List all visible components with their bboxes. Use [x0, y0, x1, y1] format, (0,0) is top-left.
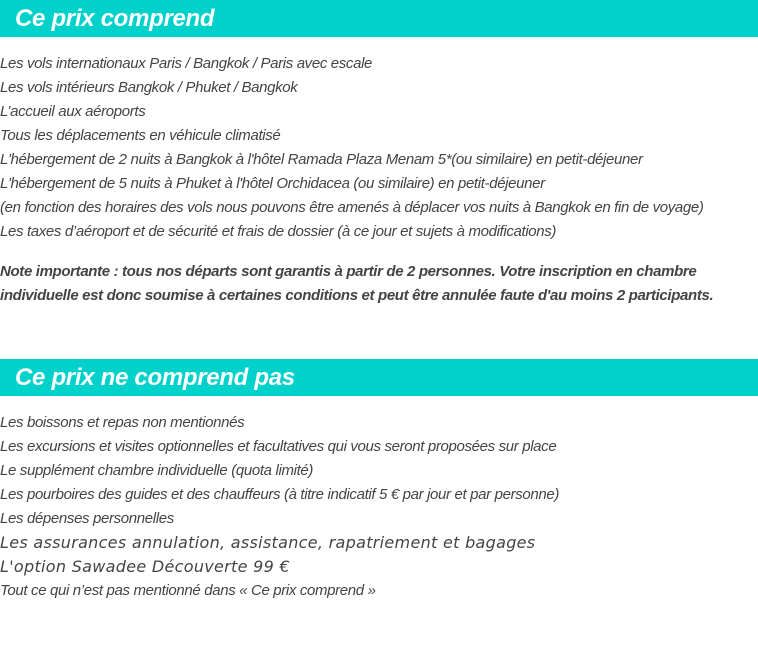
included-section-header: Ce prix comprend	[0, 0, 758, 37]
list-item: Les assurances annulation, assistance, rapatriement et bagages	[0, 533, 536, 552]
list-item: Les boissons et repas non mentionnés	[0, 414, 245, 431]
list-item: L’accueil aux aéroports	[0, 103, 146, 120]
important-note: Note importante : tous nos départs sont garantis à partir de 2 personnes. Votre inscription en chambre individuelle est donc soumise à certaines conditions et peut être annulée faute d'au moins 2 participants.	[0, 263, 714, 304]
list-item: Tout ce qui n’est pas mentionné dans « Ce prix comprend »	[0, 582, 376, 599]
list-item: Les taxes d’aéroport et de sécurité et frais de dossier (à ce jour et sujets à modifications)	[0, 223, 557, 240]
list-item: Les vols internationaux Paris / Bangkok / Paris avec escale	[0, 55, 373, 72]
list-item: Les excursions et visites optionnelles et facultatives qui vous seront proposées sur place	[0, 438, 557, 455]
excluded-section-header: Ce prix ne comprend pas	[0, 359, 758, 396]
list-item: L'hébergement de 2 nuits à Bangkok à l'hôtel Ramada Plaza Menam 5*(ou similaire) en petit-déjeuner	[0, 151, 643, 168]
list-item: Le supplément chambre individuelle (quota limité)	[0, 462, 314, 479]
list-item: Les vols intérieurs Bangkok / Phuket / Bangkok	[0, 79, 298, 96]
included-list	[0, 52, 704, 244]
list-item: Les pourboires des guides et des chauffeurs (à titre indicatif 5 € par jour et par personne)	[0, 486, 559, 503]
list-item: L'option Sawadee Découverte 99 €	[0, 557, 290, 576]
list-item: L'hébergement de 5 nuits à Phuket à l'hôtel Orchidacea (ou similaire) en petit-déjeuner	[0, 175, 545, 192]
excluded-list	[0, 411, 559, 603]
list-item: Tous les déplacements en véhicule climatisé	[0, 127, 281, 144]
list-item: Les dépenses personnelles	[0, 510, 174, 527]
list-item: (en fonction des horaires des vols nous pouvons être amenés à déplacer vos nuits à Bangkok en fin de voyage)	[0, 199, 704, 216]
